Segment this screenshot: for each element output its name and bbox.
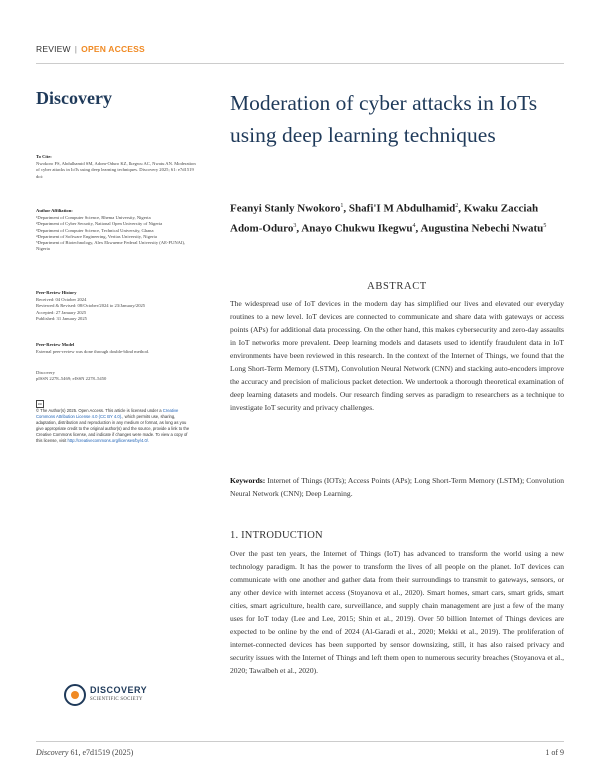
model-heading: Peer-Review Model (36, 342, 75, 347)
author-separator: , (415, 222, 421, 235)
cite-text: Nwokoro FS, Abdulhamid SM, Adom-Oduro KZ, Ikegwu AC, Nwatu AN. Moderation of cyber attacks in IoTs using deep learning techniques. Discovery 2025; 61: e7d1519 (36, 161, 196, 173)
footer-journal: Discovery (36, 748, 69, 757)
history-item: Published: 31 January 2025 (36, 315, 87, 321)
article-type-bar (36, 44, 145, 54)
author-name: Shafi'I M Abdulhamid (348, 202, 456, 215)
author-separator: , (458, 202, 464, 215)
model-text: External peer-review was done through double-blind method. (36, 349, 150, 355)
cc-icon: cc (38, 401, 42, 406)
open-access-label: OPEN ACCESS (81, 44, 145, 54)
affiliation-block (36, 208, 196, 252)
cite-heading: To Cite: (36, 154, 52, 159)
author-name: Kwaku Zacciah Adom-Oduro (230, 202, 539, 235)
author-name: Feanyi Stanly Nwokoro (230, 202, 341, 215)
review-label: REVIEW (36, 44, 71, 54)
header-divider (36, 63, 564, 64)
author-affil-marker: 2 (455, 203, 459, 209)
society-logo (64, 684, 174, 714)
section-heading: 1. INTRODUCTION (230, 530, 323, 541)
footer-citation (36, 748, 133, 757)
introduction-text: Over the past ten years, the Internet of Things (IoT) has advanced to transform the world using a new technology paradigm. It has the power to transform the lives of all people on the planet. IoT devices can communicate with one another and gather data from their surroundings to transmit to gateways, sensors, or any other device with internet access (Stoyanova et al., 2020). Smart homes, smart cars, smart grids, smart cities, smart agriculture, health care, surveillance, and supply chain management are just a few of the many uses for IoT today (Lee and Lee, 2015; Shin et al., 2019). Over 50 billion Internet of Things devices are expected to be online by the end of 2024 (Al-Garadi et al., 2020; Mekki et al., 2019). The proliferation of internet-connected devices has been supported by sensor downsizing, still, it has also raised privacy and security issues with the Internet of Things and left them open to numerous security breaches (Stoyanova et al., 2020; Tawalbeh et al., 2020). (230, 549, 564, 676)
abstract-text: The widespread use of IoT devices in the modern day has simplified our lives and elevated our everyday routines to a new level. IoT devices are connected to communicate and share data with gateways or access points (APs) for additional data processing. On the other hand, this makes cybersecurity and zero-day assaults in IoT networks more prevalent. Deep learning models and datasets used to identify fraudulent data in IoT environments have been reviewed in this research. In the context of the Internet of Things, we found that the Long Short-Term Memory (LSTM), Convolution Neural Network (CNN) and stacking auto-encoders improve the accuracy and precision of malicious packet detection. We undertook a thorough theoretical examination of deep learning datasets and models. Our research finding serves as paradigm to researchers as a technique to investigate IoT security and privacy challenges. (230, 299, 564, 413)
logo-subtitle: SCIENTIFIC SOCIETY (90, 697, 143, 702)
author-name: Augustina Nebechi Nwatu (420, 222, 544, 235)
author-name: Anayo Chukwu Ikegwu (301, 222, 413, 235)
model-block (36, 342, 196, 355)
issn-block (36, 370, 196, 382)
affiliation-item: ¹Department of Computer Science, Rhema University, Nigeria (36, 215, 151, 221)
license-pre: © The Author(s) 2025. Open Access. This article is licensed under a (36, 408, 162, 413)
affiliation-heading: Author Affiliation: (36, 208, 73, 213)
keywords-text: Internet of Things (IOTs); Access Points (APs); Long Short-Term Memory (LSTM); Convolution Neural Network (CNN); Deep Learning. (230, 476, 565, 499)
keywords-block (230, 474, 564, 500)
affiliation-item: ³Department of Computer Science, Technical University, Ghana (36, 227, 154, 233)
page-number: 1 of 9 (545, 748, 564, 757)
issn-journal: Discovery (36, 370, 55, 375)
license-link[interactable]: Creative Commons Attribution License 4.0 (CC BY 4.0). (36, 408, 179, 419)
affiliation-item: ²Department of Cyber Security, National Open University of Nigeria (36, 221, 163, 227)
history-item: Received: 04 October 2024 (36, 297, 87, 303)
footer-divider (36, 741, 564, 742)
author-affil-marker: 5 (543, 222, 547, 229)
cite-block (36, 154, 196, 180)
keywords-label: Keywords: (230, 476, 266, 485)
logo-title: DISCOVERY (90, 685, 148, 695)
issn-numbers: pISSN 2278–5469; eISSN 2278–5450 (36, 376, 107, 382)
affiliation-item: ⁵Department of Biotechnology, Alex Ekwueme Federal University (AE-FUNAI), Nigeria (36, 240, 186, 252)
journal-name: Discovery (36, 88, 112, 108)
history-block (36, 290, 196, 322)
history-item: Accepted: 27 January 2025 (36, 309, 87, 315)
cite-doi: doi: (36, 173, 44, 179)
author-list (230, 198, 570, 237)
globe-icon (64, 684, 86, 706)
author-separator: , (296, 222, 302, 235)
separator: | (74, 44, 78, 54)
abstract-heading: ABSTRACT (367, 281, 427, 292)
history-item: Reviewed & Revised: 08/October/2024 to 23/January/2025 (36, 303, 146, 309)
history-heading: Peer-Review History (36, 290, 77, 295)
affiliation-item: ⁴Department of Software Engineering, Veritas University, Nigeria (36, 233, 157, 239)
author-separator: , (343, 202, 349, 215)
author-affil-marker: 4 (412, 222, 416, 229)
footer-volume: 61, e7d1519 (2025) (68, 748, 134, 757)
author-affil-marker: 1 (340, 203, 344, 209)
license-url-link[interactable]: http://creativecommons.org/licenses/by/4.0/. (67, 438, 150, 443)
license-block (36, 400, 194, 444)
author-affil-marker: 3 (293, 222, 297, 229)
license-text: , which permits use, sharing, adaptation, distribution and reproduction in any medium or format, as long as you give appropriate credit to the original author(s) and the source, provide a link to the Creative Commons license, and indicate if changes were made. To view a copy of this license, visit (36, 414, 190, 443)
article-title: Moderation of cyber attacks in IoTs using deep learning techniques (230, 91, 538, 147)
